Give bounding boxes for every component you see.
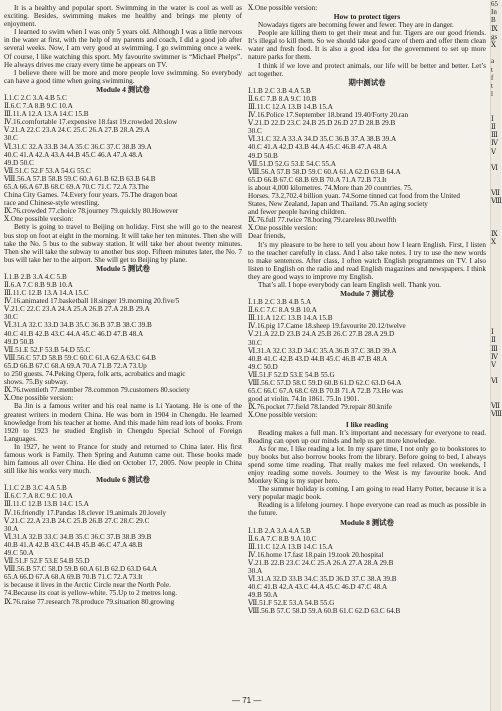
strip-fragment: Ⅷ: [491, 410, 502, 419]
essay-swimming-paragraph-1: It is a healthy and popular sport. Swimming in the water is cool as well as exciting. Besides, swimming makes me healthy and brings me plenty of enjoyment.: [4, 4, 242, 29]
answer-line: Ⅳ.16.comfortable 17.expensive 18.fast 19.crowded 20.slow: [4, 118, 178, 127]
strip-fragment: [491, 49, 501, 57]
module-8-heading: Module 8 测试卷: [340, 517, 394, 527]
strip-fragment: Ⅲ: [491, 344, 498, 353]
answer-line: Ⅰ.1.C 2.B 3.C 4.A 5.B: [4, 484, 67, 493]
strip-fragment: [491, 279, 501, 287]
answer-line: Ⅷ.56.C 57.D 58.C 59.D 60.B 61.D 62.C 63.D 64.A: [248, 379, 402, 388]
strip-fragment: [491, 525, 501, 533]
strip-fragment: [491, 295, 501, 303]
strip-fragment: [491, 509, 501, 517]
essay-swimming-paragraph-3: I believe there will be more and more people love swimming. So everybody can have a good time when going swimming.: [4, 68, 242, 85]
strip-fragment: [491, 221, 501, 229]
module-4-answers: [4, 94, 242, 224]
strip-fragment: [491, 459, 501, 467]
essay-learn-english-paragraph-1: It’s my pleasure to be here to tell you about how I learn English. First, I listen to the teacher carefully in class. And I also take notes. I try to use the new words to make sentences. After class, I often watch English programmes on TV. I also listen to English on the radio and read English magazines and newspapers. I think they are good ways to improve my English.: [248, 240, 486, 281]
strip-fragment: [491, 427, 501, 435]
strip-fragment: Ⅰ: [491, 328, 494, 337]
strip-fragment: [491, 312, 501, 320]
strip-fragment: [491, 541, 501, 549]
answer-line: Ⅱ.6.C 7.B 8.A 9.C 10.B: [248, 94, 317, 103]
answer-line: Ⅰ.1.B 2.C 3.B 4.B 5.A: [248, 298, 312, 307]
answer-line: Ⅴ.21.B 22.B 23.C 24.C 25.A 26.A 27.A 28.A 29.B: [248, 558, 394, 567]
strip-fragment: [491, 287, 501, 295]
answer-line: Ⅵ.31.C 32.A 33.A 34.D 35.C 36.B 37.A 38.B 39.A: [248, 135, 397, 144]
strip-fragment: Ⅰ: [491, 114, 494, 123]
strip-fragment: [491, 369, 501, 377]
midterm-heading: 期中测试卷: [348, 77, 386, 87]
answer-line: Ⅰ.1.B 2.A 3.A 4.A 5.B: [248, 526, 311, 535]
strip-fragment: [491, 566, 501, 574]
essay-learn-english-paragraph-2: That’s all. I hope everybody can learn English well. Thank you.: [258, 281, 441, 289]
strip-fragment: Ⅳ: [491, 139, 498, 148]
answer-line: Ⅵ.31.C 32.A 33.B 34.A 35.C 36.C 37.C 38.B 39.A: [4, 142, 152, 151]
strip-fragment: [491, 648, 501, 656]
answer-line: 30.C: [248, 127, 262, 136]
essay-reading-paragraph-2: As for me, I like reading a lot. In my spare time, I not only go to bookstores to buy books but also borrow books from the library. Before going to bed, I always spend some time reading. That really makes me feel relaxed. On weekends, I enjoy reading some novels. Journey to the West is my favourite book. And Monkey King is my super hero.: [248, 444, 486, 486]
answer-line: 65.C 66.C 67.A 68.C 69.B 70.B 71.A 72.B 73.He was: [248, 387, 403, 396]
answer-line: Ⅷ.56.C 57.D 58.B 59.C 60.C 61.A 62.A 63.C 64.B: [4, 353, 156, 362]
module-5-answers: [4, 273, 242, 403]
answer-line: 30.C: [248, 338, 262, 347]
strip-fragment: [491, 533, 501, 541]
answer-line: 74.Because its coat is yellow-white. 75.Up to 2 metres long.: [4, 589, 178, 598]
strip-fragment: Ⅹ: [491, 41, 496, 50]
answer-line: shows. 75.By subway.: [4, 378, 69, 387]
strip-fragment: Ⅱ: [491, 336, 496, 345]
answer-line: Ⅰ.1.B 2.C 3.B 4.A 5.B: [248, 86, 311, 95]
strip-fragment: Ⅶ: [491, 188, 501, 197]
answer-line: Ⅶ.51.D 52.G 53.E 54.C 55.A: [248, 159, 336, 168]
strip-fragment: [491, 550, 501, 558]
strip-fragment: [491, 451, 501, 459]
answer-line: Ⅰ.1.C 2.C 3.A 4.B 5.C: [4, 93, 67, 102]
strip-fragment: [491, 304, 501, 312]
strip-fragment: In: [491, 8, 497, 17]
answer-line: Ⅶ.51.F 52.D 53.E 54.B 55.G: [248, 370, 335, 379]
strip-fragment: a: [491, 57, 495, 66]
answer-line: 40.B 41.A 42.B 43.C 44.B 45.B 46.C 47.A 48.B: [4, 540, 143, 549]
essay-reading-paragraph-3: The summer holiday is coming. I am going to read Harry Potter, because it is a very popular magic book.: [248, 485, 486, 502]
essay-tigers-paragraph-1: Nowadays tigers are becoming fewer and fewer. They are in danger.: [258, 21, 454, 30]
strip-fragment: [491, 492, 501, 500]
strip-fragment: B: [491, 16, 496, 25]
strip-fragment: [491, 213, 501, 221]
strip-fragment: f: [491, 73, 494, 82]
module-8-answers: [248, 527, 486, 616]
answer-line: China City Games. 74.Every four years. 75.The dragon boat: [4, 191, 178, 200]
answer-line: Ⅸ.76.full 77.twice 78.boring 79.careless 80.twelfth: [248, 216, 397, 225]
module-6-answers: [4, 484, 242, 605]
strip-fragment: [491, 656, 501, 664]
one-possible-version-label: Ⅹ.One possible version:: [248, 4, 318, 12]
answer-line: Ⅱ.6.A 7.C 8.B 9.B 10.A: [4, 281, 73, 289]
answer-line: and fewer people having children.: [248, 208, 346, 217]
answer-line: States, New Zealand, Japan and Thailand. 75.An aging society: [248, 200, 428, 209]
answer-line: 49.C 50.D: [248, 362, 278, 371]
left-column: [4, 4, 242, 606]
answer-line: is because it lives in the Arctic Circle near the North Pole.: [4, 581, 171, 590]
answer-line: 65.A 66.D 67.A 68.A 69.B 70.B 71.C 72.A 73.It: [4, 573, 143, 582]
answer-line: race and Chinese-style wrestling.: [4, 199, 100, 208]
module-5-heading: Module 5 测试卷: [96, 263, 150, 273]
answer-line: Ⅴ.21.C 22.A 23.B 24.C 25.B 26.B 27.C 28.C 29.C: [4, 516, 150, 525]
strip-fragment: Ⅲ: [491, 131, 498, 140]
answer-line: Ⅴ.21.C 22.C 23.A 24.A 25.A 26.B 27.A 28.B 29.A: [4, 305, 150, 314]
strip-fragment: [491, 180, 501, 188]
answer-line: Ⅱ.6.C 7.C 8.A 9.B 10.A: [248, 306, 317, 315]
strip-fragment: Ⅷ: [491, 196, 502, 205]
strip-fragment: [491, 558, 501, 566]
strip-fragment: [491, 632, 501, 640]
strip-fragment: [491, 156, 501, 164]
answer-line: Ⅳ.16.pig 17.Came 18.sheep 19.favourite 20.12/twelve: [248, 322, 406, 331]
answer-line: Ⅱ.6.C 7.A 8.C 9.C 10.A: [4, 492, 73, 501]
strip-fragment: [491, 574, 501, 582]
strip-fragment: [491, 607, 501, 615]
answer-line: Ⅵ.31.A 32.D 33.B 34.C 35.D 36.D 37.C 38.A 39.B: [248, 575, 397, 584]
answer-line: Ⅴ.21.A 22.C 23.A 24.C 25.C 26.A 27.B 28.A 29.A: [4, 126, 150, 135]
strip-fragment: [491, 443, 501, 451]
answer-line: Ⅸ.76.crowded 77.choice 78.journey 79.quickly 80.However: [4, 207, 179, 216]
strip-fragment: [491, 418, 501, 426]
answer-line: Ⅵ.31.A 32.C 33.D 34.C 35.A 36.B 37.C 38.D 39.A: [248, 346, 397, 355]
answer-line: Ⅹ.One possible version:: [4, 394, 74, 403]
answer-line: Horses. 73.2,702.4 billion yuan. 74.Some tinned cat food from the United: [248, 191, 460, 200]
essay-betty-travel: Betty is going to travel to Beijing on holiday. First she will go to the nearest bus stop on foot at eight in the morning. It will take her ten minutes. Then she will take the No. 5 bus to the subway station. It will take her about twenty minutes. Then she will take the subway to another bus stop. Fifteen minutes later, the No. 7 bus will take her to the airport. She will get to Beijing by plane.: [4, 223, 242, 264]
answer-line: 49.D 50.B: [248, 151, 278, 160]
module-7-answers: [248, 298, 486, 419]
strip-fragment: [491, 107, 501, 115]
answer-line: Ⅶ.51.C 52.F 53.A 54.G 55.C: [4, 166, 91, 175]
answer-line: Ⅰ.1.B 2.B 3.A 4.C 5.B: [4, 272, 67, 281]
module-7-heading: Module 7 测试卷: [340, 289, 394, 299]
answer-line: 30.C: [4, 313, 18, 322]
answer-line: 49.D 50.B: [4, 337, 34, 346]
answer-line: Ⅲ.11.C 12.A 13.B 14.C 15.A: [248, 542, 333, 551]
answer-line: is about 4,000 kilometres. 74.More than 20 countries. 75.: [248, 183, 413, 192]
answer-line: 65.D 66.B 67.C 68.A 69.A 70.A 71.B 72.A 73.Up: [4, 361, 147, 370]
right-column: [248, 4, 486, 616]
answer-line: 30.C: [4, 134, 18, 143]
strip-fragment: Ⅳ: [491, 352, 498, 361]
answer-line: Ⅱ.6.A 7.C 8.B 9.A 10.C: [248, 534, 317, 543]
module-4-heading: Module 4 测试卷: [96, 84, 150, 94]
strip-fragment: Ⅴ: [491, 360, 497, 369]
strip-fragment: t: [491, 82, 493, 91]
answer-line: Ⅲ.11.C 12.B 13.A 14.A 15.C: [4, 289, 89, 298]
strip-fragment: Ⅸ: [491, 229, 498, 238]
answer-line: 40.B 41.C 42.B 43.D 44.B 45.C 46.B 47.B 48.A: [248, 354, 388, 363]
answer-line: Ⅷ.56.A 57.B 58.D 59.C 60.A 61.A 62.D 63.B 64.A: [248, 167, 401, 176]
answer-line: Ⅲ.11.C 12.B 13.B 14.C 15.A: [4, 500, 89, 509]
answer-line: Ⅲ.11.A 12.A 13.A 14.C 15.B: [4, 110, 89, 119]
essay-tigers-paragraph-3: I think if we love and protect animals, our life will be better and better. Let’s act together.: [248, 61, 486, 78]
answer-line: to 250 guests. 74.Peking Opera, folk arts, acrobatics and magic: [4, 370, 186, 379]
strip-fragment: [491, 263, 501, 271]
strip-fragment: [491, 435, 501, 443]
adjacent-page-strip: [490, 0, 501, 711]
answer-line: 30.A: [248, 567, 263, 575]
strip-fragment: [491, 582, 501, 590]
answer-line: Ⅸ.76.pocket 77.field 78.landed 79.repair 80.knife: [248, 403, 392, 412]
strip-fragment: l: [491, 90, 493, 99]
strip-fragment: [491, 254, 501, 262]
strip-fragment: gs: [491, 32, 498, 41]
strip-fragment: [491, 320, 501, 328]
strip-fragment: [491, 517, 501, 525]
midterm-answers: [248, 87, 486, 241]
strip-fragment: [491, 246, 501, 254]
essay-reading-paragraph-1: Reading makes a full man. It’s important and necessary for everyone to read. Reading can open up our minds and help us get more knowledge.: [248, 428, 486, 445]
strip-fragment: [491, 591, 501, 599]
answer-line: Ⅹ.One possible version:: [4, 215, 74, 224]
answer-line: Ⅳ.16.Police 17.September 18.brand 19.40/Forty 20.ran: [248, 111, 409, 120]
essay-tigers-paragraph-2: People are killing them to get their meat and fur. Tigers are our good friends. It’s illegal to kill them. So we should take good care of them and offer them clean water and fresh food. It is also a good idea for the government to set up more nature parks for them.: [248, 29, 486, 62]
strip-fragment: [491, 623, 501, 631]
module-6-heading: Module 6 测试卷: [96, 475, 150, 485]
essay-title-tigers: How to protect tigers: [333, 12, 401, 22]
strip-fragment: Ⅵ: [491, 377, 499, 386]
answer-line: Ⅳ.16.home 17.fast 18.pain 19.took 20.hospital: [248, 550, 384, 559]
strip-fragment: [491, 468, 501, 476]
answer-line: Ⅷ.56.B 57.C 58.D 59.B 60.A 61.B 62.D 63.D 64.A: [4, 565, 158, 574]
answer-line: Ⅶ.51.F 52.F 53.E 54.B 55.D: [4, 557, 90, 566]
answer-line: Ⅹ.One possible version:: [248, 411, 318, 420]
strip-fragment: [491, 98, 501, 106]
answer-line: 40.C 41.B 42.B 43.C 44.A 45.C 46.D 47.B 48.A: [4, 329, 144, 338]
answer-line: good at violin. 74.In 1861. 75.In 1901.: [248, 395, 360, 404]
answer-line: Ⅶ.51.F 52.E 53.A 54.B 55.G: [248, 599, 335, 608]
strip-fragment: [491, 172, 501, 180]
essay-swimming-paragraph-2: I learned to swim when I was only 5 years old. Although I was a little nervous in the water at first, with the help of my parents and coach, I did a good job after several weeks. Now, I am very good at swimming. I go swimming once a week. Of course, I like watching this sport. My favourite swimmer is “Michael Phelps”. He always drives me crazy every time he appears on TV.: [4, 28, 242, 69]
answer-line: 65.D 66.B 67.C 68.B 69.B 70.A 71.A 72.B 73.It: [248, 175, 387, 184]
strip-fragment: Ⅹ: [491, 237, 496, 246]
answer-line: Ⅴ.21.A 22.D 23.B 24.A 25.B 26.C 27.B 28.A 29.D: [248, 330, 395, 339]
answer-line: Ⅲ.11.A 12.C 13.B 14.A 15.B: [248, 314, 333, 323]
answer-line: 40.C 41.B 42.A 43.C 44.A 45.C 46.D 47.C 48.A: [248, 583, 388, 592]
strip-fragment: [491, 640, 501, 648]
answer-line: Ⅷ.56.B 57.C 58.D 59.A 60.B 61.C 62.D 63.C 64.B: [248, 607, 401, 616]
answer-line: Ⅲ.11.C 12.A 13.B 14.B 15.A: [248, 102, 333, 111]
answer-line: Ⅴ.21.D 22.D 23.C 24.B 25.D 26.D 27.D 28.B 29.B: [248, 119, 396, 128]
answer-line: Ⅳ.16.friendly 17.Pandas 18.clever 19.animals 20.lovely: [4, 508, 167, 517]
strip-fragment: Ⅶ: [491, 401, 501, 410]
strip-fragment: Ⅱ: [491, 123, 496, 132]
answer-line: Ⅸ.76.twentieth 77.member 78.common 79.customers 80.society: [4, 386, 190, 395]
strip-fragment: Ⅵ: [491, 164, 499, 173]
strip-fragment: [491, 394, 501, 402]
answer-line: Ⅶ.51.E 52.F 53.B 54.D 55.C: [4, 345, 91, 354]
strip-fragment: t: [491, 65, 493, 74]
strip-fragment: [491, 599, 501, 607]
essay-ba-jin-paragraph-1: Ba Jin is a famous writer and his real name is Li Yaotang. He is one of the greatest writers in modern China. He was born in 1904 in Chengdu. He learned knowledge from his teacher at home. And this made him read lots of books. From 1920 to 1923 he studied English in Chengdu Special School of Foreign Languages.: [4, 402, 242, 443]
page-number: — 71 —: [232, 696, 262, 705]
answer-line: Ⅹ.One possible version:: [248, 224, 318, 233]
answer-line: 49.D 50.C: [4, 158, 34, 167]
strip-fragment: Ⅸ: [491, 24, 498, 33]
strip-fragment: Ⅴ: [491, 147, 497, 156]
essay-reading-paragraph-4: Reading is a lifelong journey. I hope everyone can read as much as possible in the future.: [248, 501, 486, 518]
strip-fragment: [491, 271, 501, 279]
answer-line: 40.C 41.A 42.A 43.A 44.B 45.C 46.A 47.A 48.A: [4, 150, 143, 159]
answer-line: 49.C 50.A: [4, 549, 34, 557]
answer-line: Ⅷ.56.A 57.B 58.B 59.C 60.A 61.B 62.B 63.B 64.B: [4, 174, 156, 183]
essay-ba-jin-paragraph-2: In 1927, he went to France for study and returned to China later. His first famous work is Family. Then Spring and Autumn came out. These books made him famous all over China. He died on October 17, 2005. Now people in China still like his works very much.: [4, 442, 242, 476]
strip-fragment: 65: [491, 0, 498, 8]
answer-line: 65.A 66.A 67.B 68.C 69.A 70.C 71.C 72.A 73.The: [4, 182, 149, 191]
strip-fragment: [491, 615, 501, 623]
strip-fragment: [491, 500, 501, 508]
answer-line: Ⅸ.76.raise 77.research 78.produce 79.situation 80.growing: [4, 597, 175, 606]
answer-line: 30.A: [4, 524, 19, 533]
essay-title-reading: I like reading: [345, 419, 389, 429]
answer-line: Ⅵ.31.A 32.B 33.C 34.B 35.C 36.C 37.B 38.B 39.B: [4, 532, 152, 541]
answer-line: Ⅳ.16.animated 17.basketball 18.singer 19.morning 20.five/5: [4, 297, 180, 306]
answer-line: 49.B 50.A: [248, 591, 278, 600]
strip-fragment: [491, 386, 501, 394]
strip-fragment: [491, 484, 501, 492]
answer-line: Ⅵ.31.A 32.C 33.D 34.B 35.C 36.B 37.B 38.C 39.B: [4, 321, 152, 330]
answer-line: Ⅱ.6.C 7.A 8.B 9.C 10.A: [4, 102, 73, 111]
strip-fragment: [491, 476, 501, 484]
strip-fragment: [491, 205, 501, 213]
strip-fragment: [491, 664, 501, 672]
answer-line: Dear friends,: [248, 232, 286, 241]
answer-line: 40.C 41.A 42.D 43.B 44.A 45.C 46.B 47.A 48.A: [248, 143, 388, 152]
